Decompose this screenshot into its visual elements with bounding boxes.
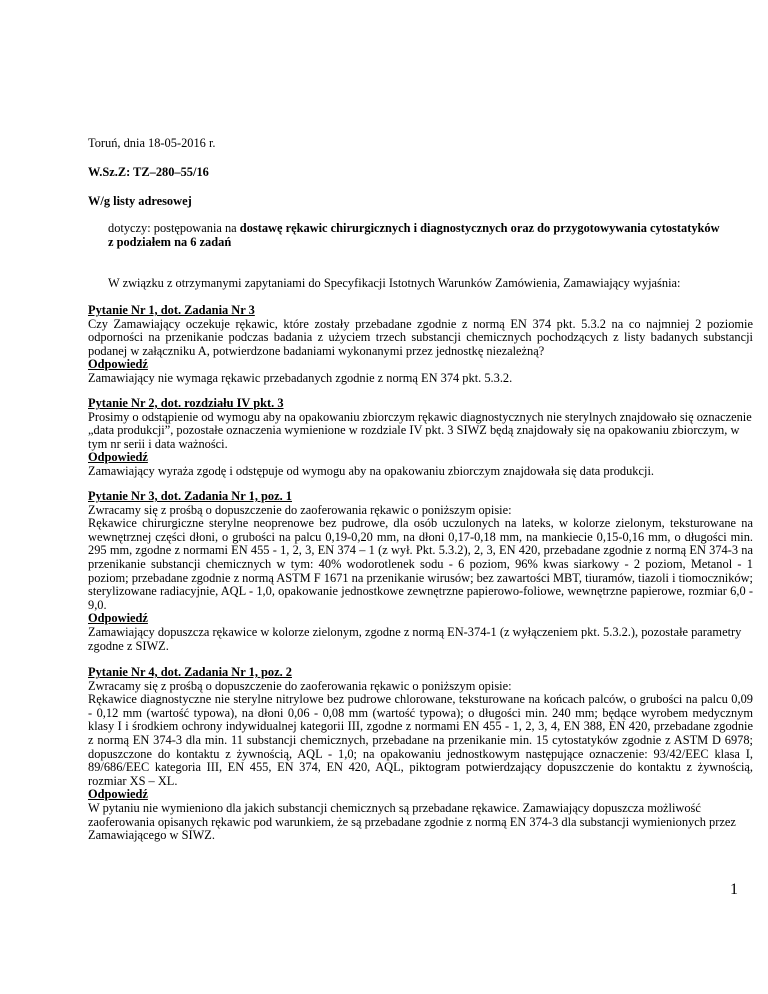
question-intro: Zwracamy się z prośbą o dopuszczenie do zaoferowania rękawic o poniższym opisie: <box>88 678 512 693</box>
qa-section-3 <box>88 490 753 653</box>
subject-title: dostawę rękawic chirurgicznych i diagnostycznych oraz do przygotowywania cytostatyków <box>239 221 720 235</box>
qa-section-2 <box>88 397 753 479</box>
question-title: Pytanie Nr 2, dot. rozdziału IV pkt. 3 <box>88 396 284 410</box>
answer-title: Odpowiedź <box>88 611 148 626</box>
answer-text: Zamawiający nie wymaga rękawic przebadanych zgodnie z normą EN 374 pkt. 5.3.2. <box>88 370 513 385</box>
subject-block <box>88 222 753 249</box>
subject-prefix: dotyczy: postępowania na <box>108 221 237 235</box>
question-text: Prosimy o odstąpienie od wymogu aby na opakowaniu zbiorczym rękawic diagnostycznych nie sterylnych znajdowało się oznaczenie „data produkcji”, pozostałe oznaczenia wymienione w rozdziale IV pkt. 3 SIWZ będą znajdowały się na opakowaniu zbiorczym, w tym nr serii i data ważności. <box>88 409 752 451</box>
question-text: Rękawice chirurgiczne sterylne neoprenowe bez pudrowe, dla osób uczulonych na lateks, w kolorze zielonym, teksturowane na wewnętrznej części dłoni, o grubości na palcu 0,19-0,20 mm, na dłoni 0,17-0,18 mm, na mankiecie 0,15-0,16 mm, o długości min. 295 mm, zgodne z normami EN 455 - 1, 2, 3, EN 374 – 1 (z wył. Pkt. 5.3.2), 2, 3, EN 420, przebadane zgodnie z normą EN 374-3 na przenikanie substancji chemicznych w tym: 40% wodorotlenek sodu - 6 poziom, 96% kwas siarkowy - 2 poziom, Metanol - 1 poziom; przebadane zgodnie z normą ASTM F 1671 na przenikanie wirusów; bez zawartości MBT, tiuramów, tiazoli i tiomoczników; sterylizowane radiacyjnie, AQL - 1,0, opakowanie jednostkowe zewnętrzne papierowo-foliowe, wewnętrzne papierowe, rozmiar 6,0 - 9,0. <box>88 516 753 612</box>
question-title: Pytanie Nr 4, dot. Zadania Nr 1, poz. 2 <box>88 665 292 679</box>
qa-section-1 <box>88 304 753 386</box>
recipients-line: W/g listy adresowej <box>88 194 192 208</box>
answer-text: Zamawiający wyraża zgodę i odstępuje od wymogu aby na opakowaniu zbiorczym znajdowała się data produkcji. <box>88 463 654 478</box>
page-number: 1 <box>730 881 738 898</box>
question-intro: Zwracamy się z prośbą o dopuszczenie do zaoferowania rękawic o poniższym opisie: <box>88 502 512 517</box>
document-page <box>88 0 753 994</box>
answer-title: Odpowiedź <box>88 450 148 465</box>
question-title: Pytanie Nr 1, dot. Zadania Nr 3 <box>88 303 255 317</box>
document-date: Toruń, dnia 18-05-2016 r. <box>88 136 216 150</box>
answer-text: W pytaniu nie wymieniono dla jakich substancji chemicznych są przebadane rękawice. Zamawiający dopuszcza możliwość zaoferowania opisanych rękawic pod warunkiem, że są przebadane zgodnie z normą EN 374-3 dla substancji wymienionych przez Zamawiającego w SIWZ. <box>88 800 736 843</box>
subject-line2: z podziałem na 6 zadań <box>108 234 232 249</box>
intro-text: W związku z otrzymanymi zapytaniami do Specyfikacji Istotnych Warunków Zamówienia, Zamawiający wyjaśnia: <box>108 276 681 290</box>
qa-section-4 <box>88 666 753 843</box>
question-text: Rękawice diagnostyczne nie sterylne nitrylowe bez pudrowe chlorowane, teksturowane na końcach palców, o grubości na palcu 0,09 - 0,12 mm (wartość typowa), na dłoni 0,06 - 0,08 mm (wartość typowa); o długości min. 240 mm; będące wyrobem medycznym klasy I i środkiem ochrony indywidualnej kategorii III, zgodne z normami EN 455 - 1, 2, 3, 4, EN 388, EN 420, przebadane zgodnie z normą EN 374-3 dla min. 11 substancji chemicznych, przebadane na przenikanie min. 15 cytostatyków zgodnie z ASTM D 6978; dopuszczone do kontaktu z żywnością, AQL - 1,0; na opakowaniu jednostkowym następujące oznaczenie: 93/42/EEC klasa I, 89/686/EEC kategoria III, EN 455, EN 374, EN 420, AQL, piktogram potwierdzający dopuszczenie do kontaktu z żywnością, rozmiar XS – XL. <box>88 692 753 788</box>
reference-number: W.Sz.Z: TZ–280–55/16 <box>88 165 209 179</box>
answer-title: Odpowiedź <box>88 787 148 802</box>
question-text: Czy Zamawiający oczekuje rękawic, które zostały przebadane zgodnie z normą EN 374 pkt. 5.3.2 na co najmniej 2 poziomie odporności na przenikanie podczas badania z użyciem trzech substancji chemicznych pochodzących z listy badanych substancji podanej w załączniku A, potwierdzone badaniami wykonanymi przez jednostkę niezależną? <box>88 316 753 358</box>
question-title: Pytanie Nr 3, dot. Zadania Nr 1, poz. 1 <box>88 489 292 503</box>
answer-title: Odpowiedź <box>88 357 148 372</box>
answer-text: Zamawiający dopuszcza rękawice w kolorze zielonym, zgodne z normą EN-374-1 (z wyłączeniem pkt. 5.3.2.), pozostałe parametry zgodne z SIWZ. <box>88 624 742 653</box>
